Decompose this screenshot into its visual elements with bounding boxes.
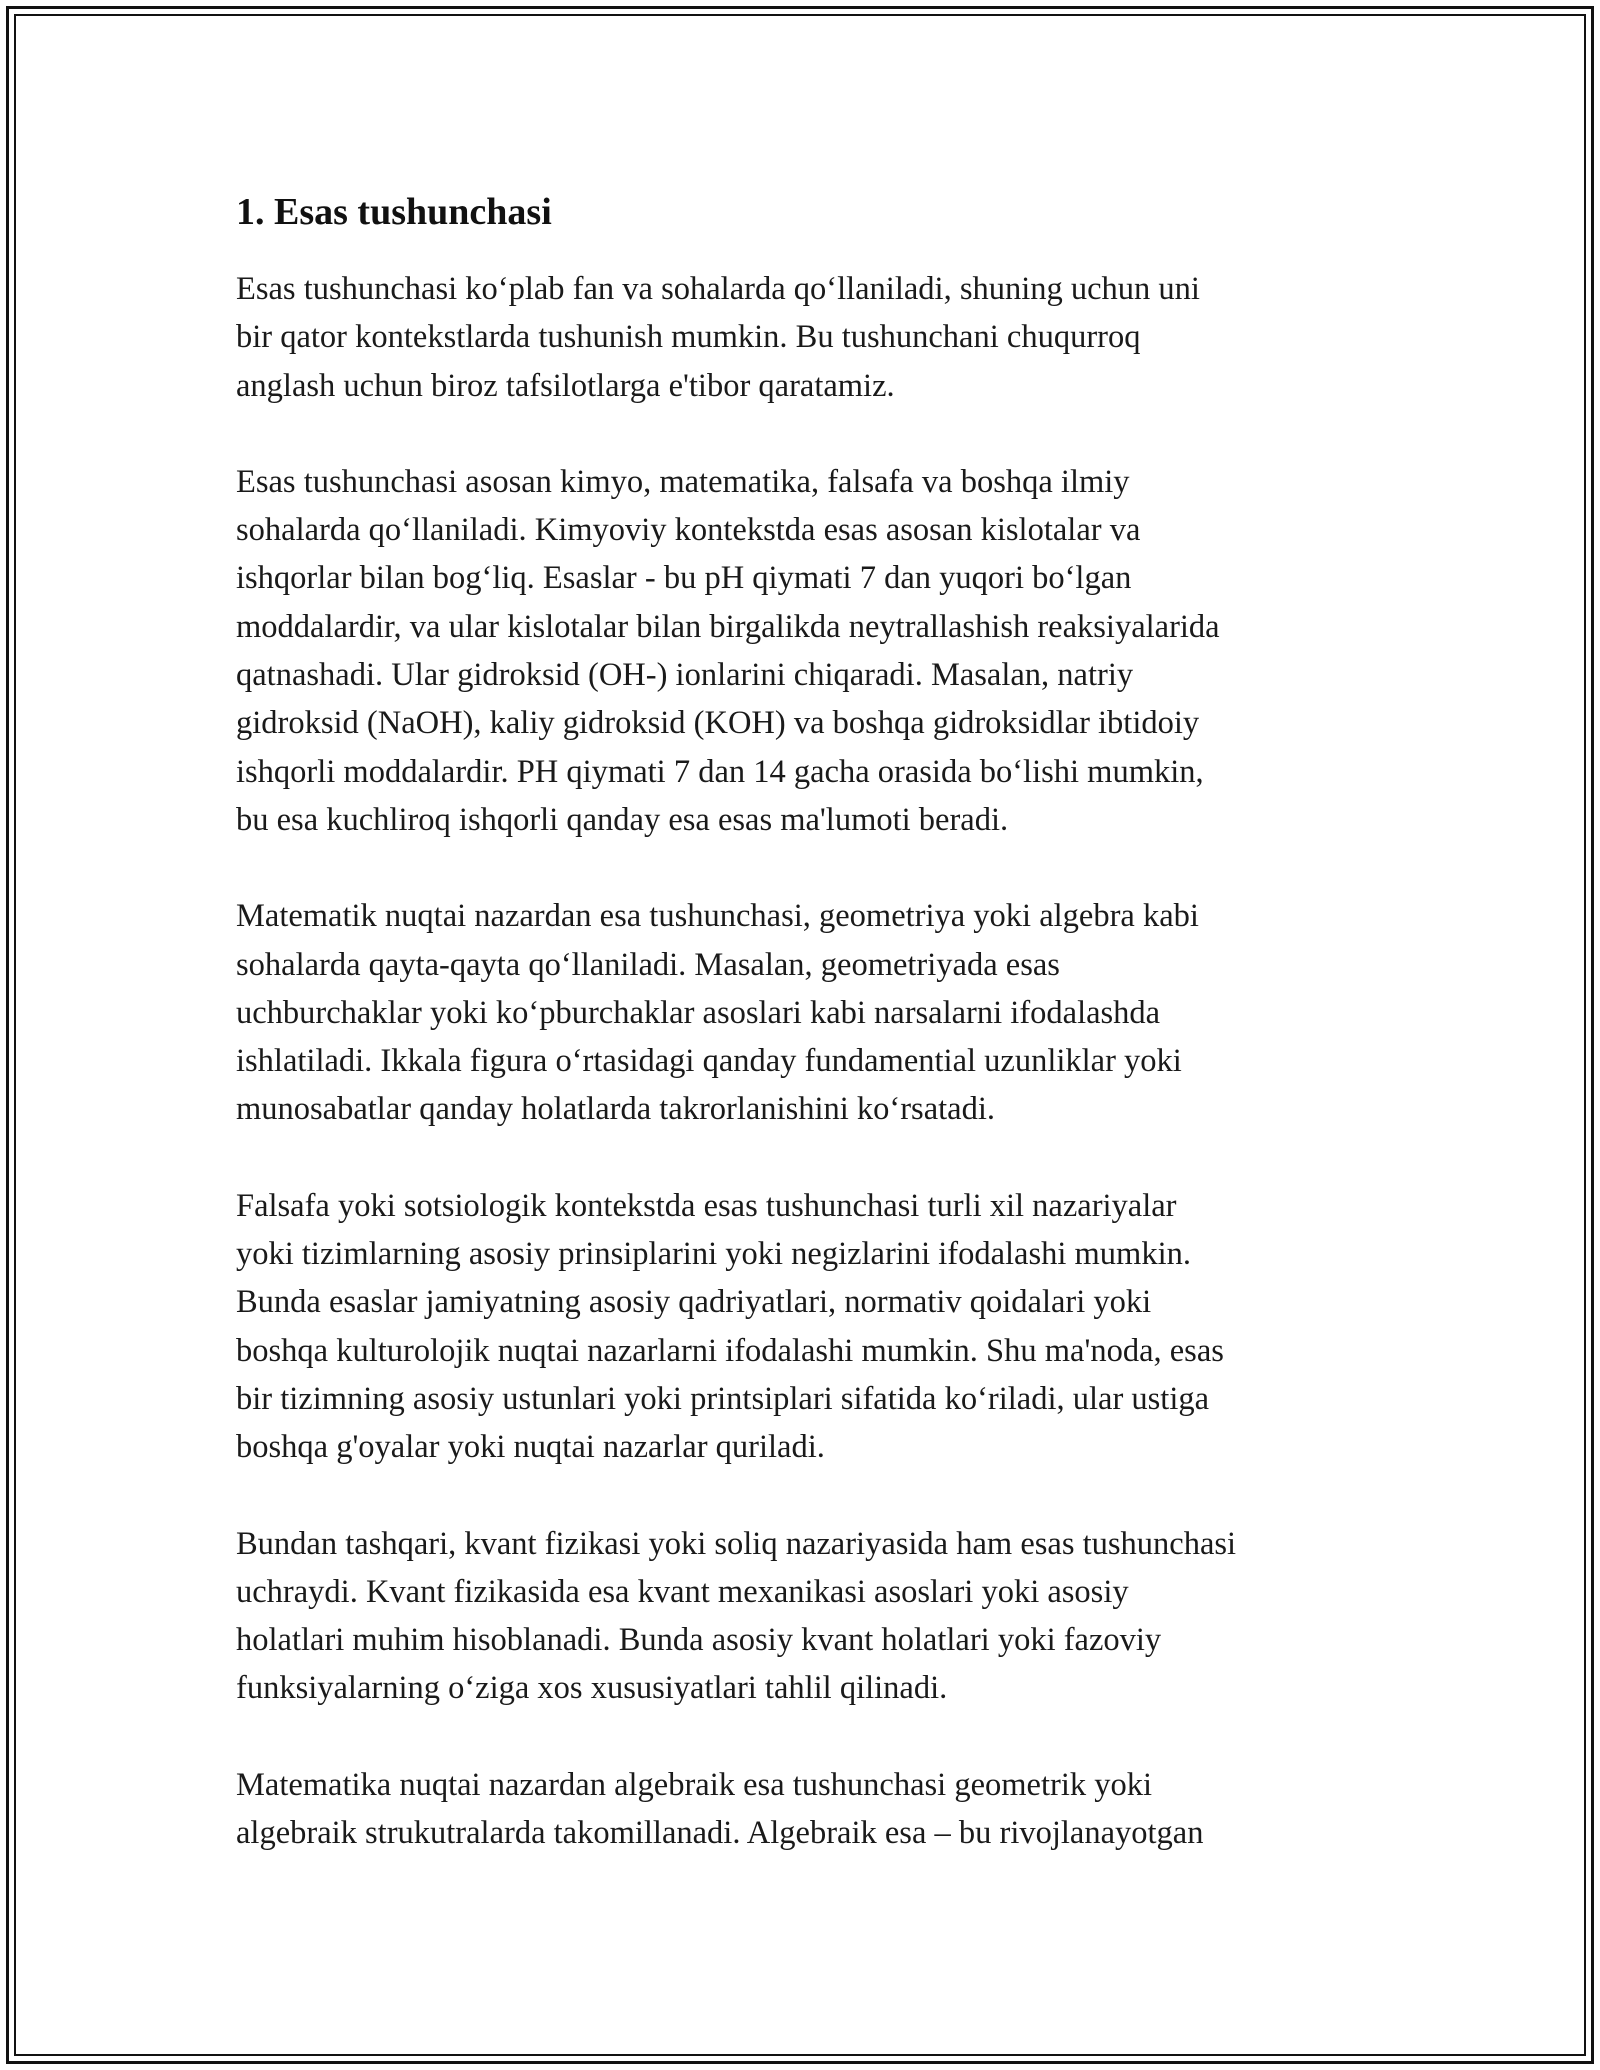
paragraph-line: Bundan tashqari, kvant fizikasi yoki soliq nazariyasida ham esas tushunchasi xyxy=(236,1525,1237,1562)
paragraph-6 xyxy=(236,1761,1416,1858)
paragraph-line: sohalarda qo‘llaniladi. Kimyoviy kontekstda esas asosan kislotalar va xyxy=(236,512,1141,549)
paragraph-container xyxy=(236,265,1416,1857)
paragraph-2 xyxy=(236,458,1416,844)
paragraph-3 xyxy=(236,892,1416,1133)
paragraph-line: Bunda esaslar jamiyatning asosiy qadriyatlari, normativ qoidalari yoki xyxy=(236,1284,1152,1321)
paragraph-line: ishqorlar bilan bog‘liq. Esaslar - bu pH qiymati 7 dan yuqori bo‘lgan xyxy=(236,560,1132,597)
paragraph-line: bu esa kuchliroq ishqorli qanday esa esas ma'lumoti beradi. xyxy=(236,801,1009,838)
paragraph-line: boshqa g'oyalar yoki nuqtai nazarlar quriladi. xyxy=(236,1429,825,1466)
paragraph-line: anglash uchun biroz tafsilotlarga e'tibor qaratamiz. xyxy=(236,367,895,404)
paragraph-line: ishlatiladi. Ikkala figura o‘rtasidagi qanday fundamential uzunliklar yoki xyxy=(236,1043,1182,1080)
paragraph-line: sohalarda qayta-qayta qo‘llaniladi. Masalan, geometriyada esas xyxy=(236,946,1060,983)
paragraph-line: uchburchaklar yoki ko‘pburchaklar asoslari kabi narsalarni ifodalashda xyxy=(236,994,1161,1031)
paragraph-line: Falsafa yoki sotsiologik kontekstda esas tushunchasi turli xil nazariyalar xyxy=(236,1187,1177,1224)
paragraph-line: Esas tushunchasi ko‘plab fan va sohalarda qo‘llaniladi, shuning uchun uni xyxy=(236,271,1200,307)
paragraph-4 xyxy=(236,1182,1416,1472)
paragraph-line: yoki tizimlarning asosiy prinsiplarini yoki negizlarini ifodalashi mumkin. xyxy=(236,1236,1191,1273)
paragraph-line: uchraydi. Kvant fizikasida esa kvant mexanikasi asoslari yoki asosiy xyxy=(236,1573,1129,1610)
document-body xyxy=(236,186,1416,1905)
paragraph-line: Matematika nuqtai nazardan algebraik esa tushunchasi geometrik yoki xyxy=(236,1766,1152,1803)
section-heading: 1. Esas tushunchasi xyxy=(236,191,552,233)
paragraph-line: holatlari muhim hisoblanadi. Bunda asosiy kvant holatlari yoki fazoviy xyxy=(236,1622,1162,1659)
paragraph-line: algebraik strukutralarda takomillanadi. Algebraik esa – bu rivojlanayotgan xyxy=(236,1815,1204,1852)
paragraph-line: qatnashadi. Ular gidroksid (OH-) ionlarini chiqaradi. Masalan, natriy xyxy=(236,657,1134,694)
paragraph-line: Esas tushunchasi asosan kimyo, matematika, falsafa va boshqa ilmiy xyxy=(236,463,1130,500)
paragraph-line: munosabatlar qanday holatlarda takrorlanishini ko‘rsatadi. xyxy=(236,1091,995,1128)
paragraph-line: boshqa kulturolojik nuqtai nazarlarni ifodalashi mumkin. Shu ma'noda, esas xyxy=(236,1332,1224,1369)
paragraph-line: bir tizimning asosiy ustunlari yoki printsiplari sifatida ko‘riladi, ular ustiga xyxy=(236,1380,1210,1417)
paragraph-line: moddalardir, va ular kislotalar bilan birgalikda neytrallashish reaksiyalarida xyxy=(236,608,1220,645)
paragraph-line: Matematik nuqtai nazardan esa tushunchasi, geometriya yoki algebra kabi xyxy=(236,898,1199,935)
paragraph-5 xyxy=(236,1520,1416,1713)
paragraph-line: ishqorli moddalardir. PH qiymati 7 dan 14 gacha orasida bo‘lishi mumkin, xyxy=(236,753,1204,790)
paragraph-line: funksiyalarning o‘ziga xos xususiyatlari tahlil qilinadi. xyxy=(236,1670,948,1707)
paragraph-1 xyxy=(236,265,1416,410)
paragraph-line: bir qator kontekstlarda tushunish mumkin. Bu tushunchani chuqurroq xyxy=(236,319,1141,356)
paragraph-line: gidroksid (NaOH), kaliy gidroksid (KOH) va boshqa gidroksidlar ibtidoiy xyxy=(236,705,1200,742)
